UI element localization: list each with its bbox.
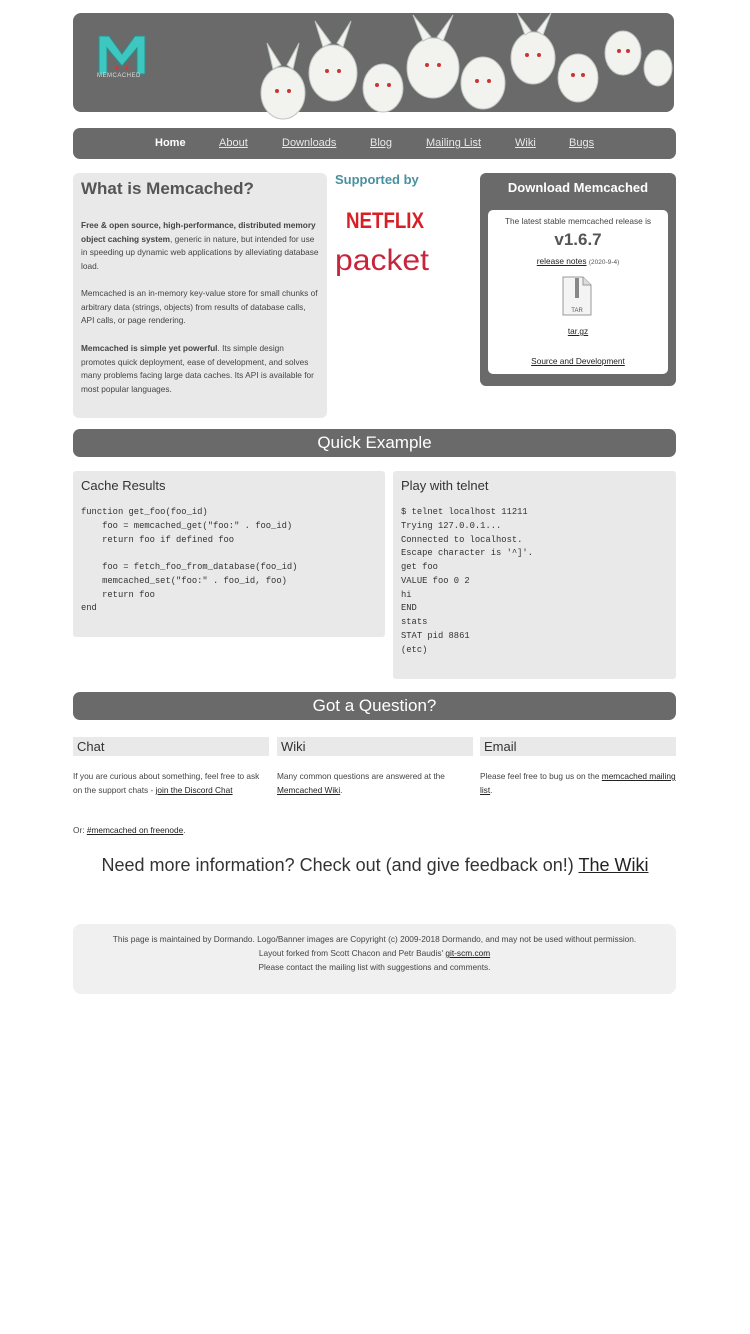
chat-text-body: If you are curious about something, feel free to ask on the support chats - xyxy=(73,771,260,795)
cache-results-box xyxy=(73,471,385,637)
the-wiki-link[interactable]: The Wiki xyxy=(578,855,649,875)
wiki-title: Wiki xyxy=(281,739,306,754)
nav-bugs[interactable]: Bugs xyxy=(569,137,595,149)
netflix-logo[interactable] xyxy=(346,206,426,232)
wiki-text-after: . xyxy=(340,784,343,795)
email-text-body: Please feel free to bug us on the xyxy=(480,771,602,781)
tar-file-icon[interactable] xyxy=(561,276,593,316)
tar-gz-link[interactable]: tar.gz xyxy=(567,326,589,336)
discord-chat-link[interactable]: join the Discord Chat xyxy=(155,784,233,795)
footer-line-2 xyxy=(259,948,490,958)
nav-downloads[interactable]: Downloads xyxy=(282,137,337,149)
download-inner xyxy=(488,210,668,374)
nav-mailing-list[interactable]: Mailing List xyxy=(426,137,482,149)
what-is-memcached-box xyxy=(73,173,327,418)
what-p1-bold: Free & open source, high-performance, distributed memory object caching system xyxy=(81,220,316,244)
nav-home[interactable]: Home xyxy=(155,137,186,149)
what-p1-rest: , generic in nature, but intended for use in speeding up dynamic web applications by alleviating database load. xyxy=(81,233,319,272)
chat-text xyxy=(73,770,269,798)
footer xyxy=(73,924,676,994)
nav-blog[interactable]: Blog xyxy=(370,137,393,149)
email-text-after: . xyxy=(490,784,493,795)
nav-about[interactable]: About xyxy=(219,137,248,149)
nav-wiki[interactable]: Wiki xyxy=(515,137,536,149)
mascots-illustration xyxy=(243,13,674,125)
memcached-wiki-link[interactable]: Memcached Wiki xyxy=(277,784,341,795)
release-date: (2020-9-4) xyxy=(588,259,620,266)
logo-text: MEMCACHED xyxy=(97,73,141,79)
wiki-text xyxy=(277,770,473,798)
header-banner xyxy=(73,13,674,112)
packet-logo-text: packet xyxy=(335,244,430,277)
email-title: Email xyxy=(484,739,517,754)
tar-link-wrap xyxy=(488,326,668,336)
what-paragraph-1 xyxy=(81,219,319,274)
mailing-list-link[interactable]: memcached mailing list xyxy=(480,771,676,795)
footer-line-2-prefix: Layout forked from Scott Chacon and Petr Baudis' xyxy=(258,948,446,958)
download-title: Download Memcached xyxy=(507,180,649,195)
tar-icon-label: TAR xyxy=(571,308,583,314)
what-title: What is Memcached? xyxy=(81,179,254,198)
freenode-link[interactable]: #memcached on freenode xyxy=(86,825,184,835)
what-paragraph-3 xyxy=(81,342,319,397)
quick-example-bar: Quick Example xyxy=(73,429,676,457)
telnet-box xyxy=(393,471,676,679)
footer-line-3: Please contact the mailing list with suggestions and comments. xyxy=(258,962,491,972)
or-prefix: Or: xyxy=(73,825,87,835)
packet-logo[interactable] xyxy=(335,244,431,280)
question-bar: Got a Question? xyxy=(73,692,676,720)
email-text xyxy=(480,770,676,798)
source-development-link[interactable]: Source and Development xyxy=(531,356,625,366)
telnet-code: $ telnet localhost 11211 Trying 127.0.0.1... Connected to localhost. Escape character is '^]'. get foo VALUE foo 0 2 hi END stats STAT pid 8861 (etc) xyxy=(401,507,533,655)
freenode-line xyxy=(73,825,186,835)
source-link-wrap xyxy=(488,356,668,366)
telnet-title: Play with telnet xyxy=(401,478,489,493)
footer-line-1: This page is maintained by Dormando. Logo/Banner images are Copyright (c) 2009-2018 Dormando, and may not be used without permission. xyxy=(112,934,637,944)
what-p3-rest: . Its simple design promotes quick deployment, ease of development, and solves many problems facing large data caches. Its API is available for most popular languages. xyxy=(81,343,314,395)
what-paragraph-2: Memcached is an in-memory key-value store for small chunks of arbitrary data (strings, objects) from results of database calls, API calls, or page rendering. xyxy=(81,288,318,326)
version-number: v1.6.7 xyxy=(554,230,602,249)
release-notes-link[interactable]: release notes xyxy=(536,256,587,266)
download-box xyxy=(480,173,676,386)
supported-by-title: Supported by xyxy=(335,172,419,187)
cache-results-code: function get_foo(foo_id) foo = memcached_get("foo:" . foo_id) return foo if defined foo foo = fetch_foo_from_database(foo_id) memcached_set("foo:" . foo_id, foo) return foo end xyxy=(81,507,298,614)
or-after: . xyxy=(183,825,186,835)
cache-results-title: Cache Results xyxy=(81,478,166,493)
need-more-info xyxy=(0,855,750,876)
main-nav xyxy=(73,128,676,159)
chat-header xyxy=(73,737,269,756)
netflix-logo-text: NETFLIX xyxy=(346,208,425,233)
wiki-text-body: Many common questions are answered at the xyxy=(277,771,445,781)
what-p3-bold: Memcached is simple yet powerful xyxy=(81,343,218,353)
chat-title: Chat xyxy=(77,739,105,754)
wiki-header xyxy=(277,737,473,756)
email-header xyxy=(480,737,676,756)
git-scm-link[interactable]: git-scm.com xyxy=(445,948,491,958)
release-notes-line xyxy=(488,256,668,266)
need-info-text: Need more information? Check out (and give feedback on!) xyxy=(101,855,579,875)
latest-release-text: The latest stable memcached release is xyxy=(504,216,652,226)
